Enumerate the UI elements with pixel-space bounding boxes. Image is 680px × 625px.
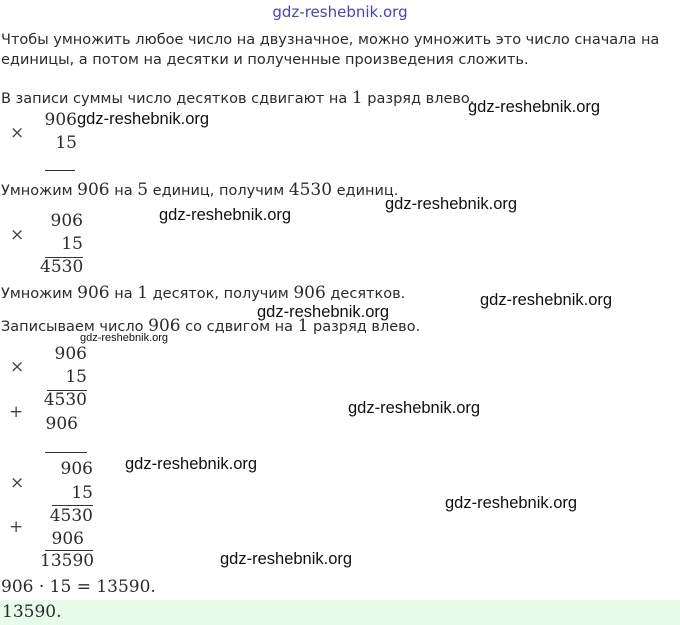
step-units-num3: 4530 xyxy=(288,180,333,200)
multiplicand: 906 xyxy=(54,344,87,364)
plus-sign: + xyxy=(9,402,24,422)
partial-product-units: 4530 xyxy=(43,390,87,410)
step-units-text: Умножим xyxy=(1,183,78,199)
partial-product-units: 4530 xyxy=(40,257,84,277)
shift-note-number: 1 xyxy=(351,88,363,108)
step-tens-num2: 1 xyxy=(137,283,149,303)
step-shift-num1: 906 xyxy=(148,316,181,336)
step-tens-text4: десятков. xyxy=(325,286,406,302)
watermark: gdz-reshebnik.org xyxy=(220,550,353,568)
watermark: gdz-reshebnik.org xyxy=(445,494,578,512)
answer-box xyxy=(0,600,680,625)
multiplier: 15 xyxy=(71,483,93,503)
sum-line xyxy=(45,452,87,453)
multiplier: 15 xyxy=(61,234,83,254)
watermark: gdz-reshebnik.org xyxy=(257,303,390,321)
plus-sign: + xyxy=(9,517,24,537)
intro-paragraph: Чтобы умножить любое число на двузначное, можно умножить это число сначала на единицы, а потом на десятки и полученные произведения сложить. xyxy=(1,32,660,68)
step-tens-text: Умножим xyxy=(1,286,78,302)
partial-product-tens: 906 xyxy=(45,414,78,434)
step-units-text4: единиц. xyxy=(332,183,399,199)
multiplicand: 906 xyxy=(50,211,83,231)
step-tens-num1: 906 xyxy=(77,283,110,303)
multiplicand: 906 xyxy=(44,110,77,130)
partial-product-tens: 906 xyxy=(51,529,84,549)
site-header[interactable]: gdz-reshebnik.org xyxy=(272,3,408,21)
step-shift-text3: разряд влево. xyxy=(308,319,421,335)
step-shift-num2: 1 xyxy=(297,316,309,336)
step-shift-text: Записываем число xyxy=(1,319,149,335)
shift-note-text: В записи суммы число десятков сдвигают на xyxy=(1,91,352,107)
partial-product-units: 4530 xyxy=(49,506,93,526)
equation: 906 · 15 = 13590. xyxy=(1,577,156,597)
answer-value: 13590. xyxy=(2,602,62,622)
step-units-num2: 5 xyxy=(137,180,149,200)
shift-note xyxy=(1,88,474,109)
multiplier: 15 xyxy=(55,133,77,153)
watermark: gdz-reshebnik.org xyxy=(480,291,613,309)
watermark: gdz-reshebnik.org xyxy=(348,399,481,417)
step-shift-text2: со сдвигом на xyxy=(180,319,298,335)
watermark: gdz-reshebnik.org xyxy=(125,455,258,473)
step-tens-text3: десяток, получим xyxy=(148,286,294,302)
multiplicand: 906 xyxy=(60,459,93,479)
shift-note-text-end: разряд влево. xyxy=(362,91,475,107)
multiply-sign: × xyxy=(10,123,25,143)
step-tens-text2: на xyxy=(109,286,138,302)
watermark: gdz-reshebnik.org xyxy=(77,110,210,128)
step-tens-num3: 906 xyxy=(293,283,326,303)
step-tens xyxy=(1,283,405,304)
watermark: gdz-reshebnik.org xyxy=(385,195,518,213)
step-units-num1: 906 xyxy=(77,180,110,200)
step-units-text2: на xyxy=(109,183,138,199)
watermark: gdz-reshebnik.org xyxy=(80,332,169,344)
total-product: 13590 xyxy=(40,551,95,571)
step-units xyxy=(1,180,398,201)
watermark: gdz-reshebnik.org xyxy=(159,206,292,224)
watermark: gdz-reshebnik.org xyxy=(468,98,601,116)
multiplier: 15 xyxy=(65,367,87,387)
multiply-sign: × xyxy=(10,357,25,377)
result-line xyxy=(45,170,75,171)
multiply-sign: × xyxy=(10,473,25,493)
step-units-text3: единиц, получим xyxy=(148,183,289,199)
multiply-sign: × xyxy=(10,225,25,245)
